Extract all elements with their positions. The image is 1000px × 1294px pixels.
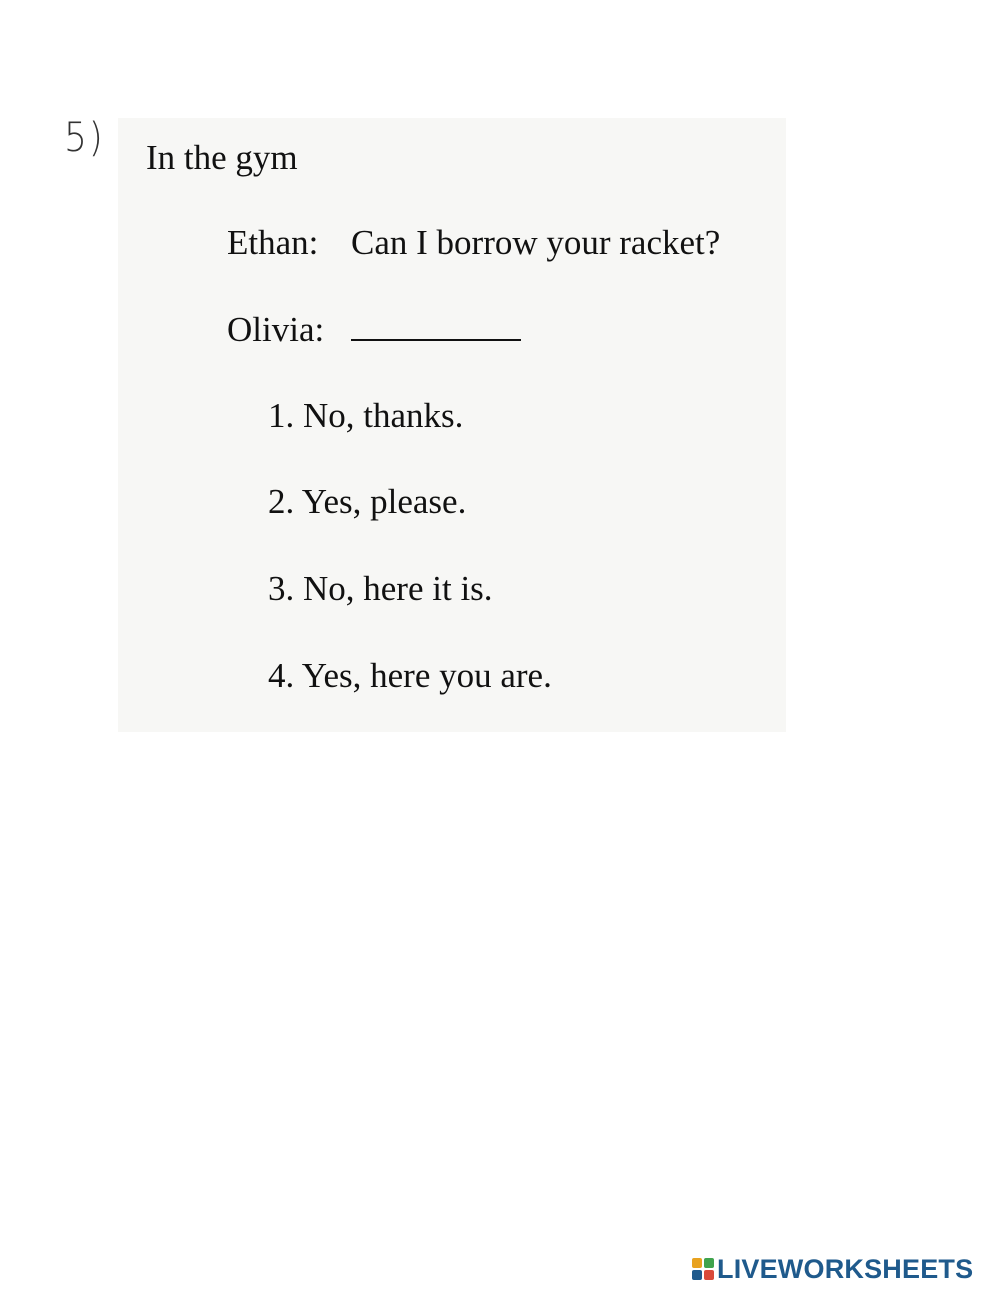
- answer-option[interactable]: 1. No, thanks.: [268, 396, 464, 435]
- liveworksheets-logo-icon: [692, 1258, 714, 1280]
- answer-option[interactable]: 3. No, here it is.: [268, 569, 493, 608]
- answer-option[interactable]: 2. Yes, please.: [268, 482, 467, 521]
- scene-title: In the gym: [146, 138, 298, 177]
- answer-blank[interactable]: [351, 307, 521, 341]
- speaker-name: Olivia:: [227, 310, 325, 349]
- answer-option[interactable]: 4. Yes, here you are.: [268, 656, 552, 695]
- dialogue-line-olivia: [227, 307, 521, 352]
- brand-name: LIVEWORKSHEETS: [717, 1253, 974, 1284]
- speaker-name: Ethan:: [227, 223, 319, 262]
- dialogue-text: Can I borrow your racket?: [351, 223, 721, 262]
- logo-square: [704, 1258, 714, 1268]
- logo-square: [692, 1258, 702, 1268]
- dialogue-line-ethan: [227, 221, 720, 265]
- liveworksheets-brand: [692, 1254, 973, 1284]
- logo-square: [692, 1270, 702, 1280]
- question-number: 5): [64, 115, 105, 161]
- logo-square: [704, 1270, 714, 1280]
